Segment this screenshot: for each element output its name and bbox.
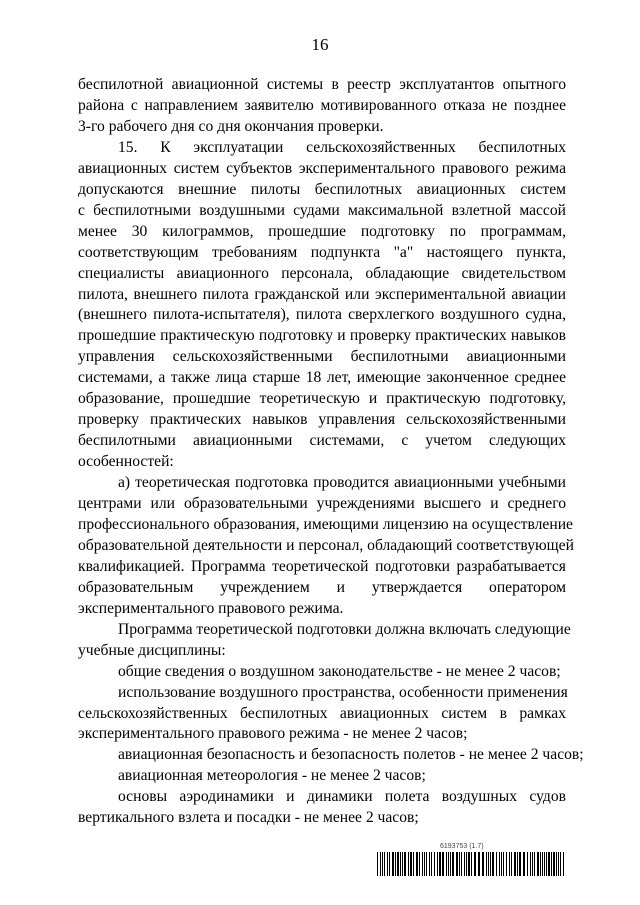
text-line: 15. К эксплуатации сельскохозяйственных беспилотных [118,138,566,156]
text-line: общие сведения о воздушном законодательстве - не менее 2 часов; [118,662,561,680]
barcode-bar [511,852,512,876]
barcode-bar [503,852,504,876]
text-line: квалификацией. Программа теоретической подготовки разрабатывается [78,557,566,575]
barcode-bar [482,852,484,876]
barcode-bar [434,852,435,876]
barcode-bar [377,852,378,876]
barcode-bar [509,852,510,876]
barcode-bar [408,852,409,876]
barcode-bar [474,852,476,876]
text-line: учебные дисциплины: [78,641,226,659]
barcode-bar [530,852,531,876]
text-line: сельскохозяйственных беспилотных авиационных систем в рамках [78,704,566,722]
barcode-bar [551,852,552,876]
barcode-bar [553,852,555,876]
barcode-bar [456,852,458,876]
barcode-bar [468,852,470,876]
barcode-bar [431,852,432,876]
barcode-bar [506,852,507,876]
barcode-bar [563,852,564,876]
text-line: экспериментального правового режима. [78,599,344,617]
barcode-bar [459,852,460,876]
barcode-bar [410,852,412,876]
text-line: образовательным учреждением и утверждается оператором [78,578,566,596]
text-line: допускаются внешние пилоты беспилотных авиационных систем [78,180,566,198]
text-line: профессионального образования, имеющими лицензию на осуществление [78,515,573,533]
barcode-bar [514,852,516,876]
page-number: 16 [311,35,329,54]
barcode-bar [499,852,500,876]
barcode-bar [413,852,414,876]
barcode-bar [416,852,418,876]
document-code: 6193753 (1.7) [440,843,484,850]
barcode-bar [429,852,430,876]
barcode-bar [395,852,396,876]
text-line: беспилотной авиационной системы в реестр эксплуатантов опытного [78,76,566,93]
barcode-bar [527,852,528,876]
barcode-bar [397,852,399,876]
barcode-bar [382,852,383,876]
text-line: авиационная безопасность и безопасность полетов - не менее 2 часов; [118,746,584,764]
barcode-bar [560,852,561,876]
text-line: специалисты авиационного персонала, обладающие свидетельством [78,264,566,282]
barcode-bar [404,852,406,876]
text-line: вертикального взлета и посадки - не менее 2 часов; [78,809,419,827]
barcode-bar [556,852,557,876]
text-line: основы аэродинамики и динамики полета воздушных судов [118,788,566,806]
barcode-bar [537,852,539,876]
barcode-bar [519,852,521,876]
text-line: беспилотными авиационными системами, с учетом следующих [78,432,566,450]
barcode-bar [448,852,449,876]
text-line: пилота, внешнего пилота гражданской или экспериментальной авиации [78,285,566,303]
text-line: авиационных систем субъектов экспериментального правового режима [78,159,566,177]
barcode-bar [542,852,543,876]
text-line: района с направлением заявителю мотивированного отказа не позднее [78,96,566,114]
barcode-bar [544,852,545,876]
text-line: использование воздушного пространства, особенности применения [118,683,568,701]
text-line: авиационная метеорология - не менее 2 часов; [118,767,426,785]
barcode-bar [534,852,535,876]
text-line: экспериментального правового режима - не менее 2 часов; [78,725,468,743]
barcode-bar [402,852,403,876]
barcode-bar [501,852,502,876]
barcode-bar [380,852,381,876]
barcode-bar [532,852,533,876]
text-line: системами, а также лица старше 18 лет, имеющие законченное среднее [78,369,566,387]
text-line: образование, прошедшие теоретическую и практическую подготовку, [78,390,566,408]
barcode-bar [471,852,472,876]
barcode-bar [490,852,491,876]
barcode-bar [446,852,447,876]
barcode-bar [464,852,465,876]
text-line: проверку практических навыков управления сельскохозяйственными [78,411,566,429]
text-line: менее 30 килограммов, прошедшие подготовку по программам, [78,222,566,240]
barcode-bar [400,852,401,876]
text-line: (внешнего пилота-испытателя), пилота сверхлегкого воздушного судна, [78,306,566,324]
text-line: центрами или образовательными учреждениями высшего и среднего [78,495,566,512]
barcode-bar [540,852,541,876]
text-line: с беспилотными воздушными судами максимальной взлетной массой [78,201,566,219]
barcode-bar [419,852,420,876]
barcode-bar [466,852,467,876]
barcode-bar [523,852,525,876]
barcode-bar [492,852,494,876]
barcode [377,852,567,876]
text-line: управления сельскохозяйственными беспилотными авиационными [78,348,566,366]
barcode-bar [478,852,480,876]
barcode-bar [496,852,497,876]
text-line: Программа теоретической подготовки должна включать следующие [118,620,571,638]
barcode-bar [424,852,425,876]
barcode-bar [426,852,427,876]
text-line: особенностей: [78,453,174,471]
barcode-bar [461,852,462,876]
barcode-bar [389,852,390,876]
barcode-bar [452,852,454,876]
barcode-bar [546,852,547,876]
text-line: образовательной деятельности и персонал, обладающий соответствующей [78,536,574,554]
barcode-bar [392,852,394,876]
barcode-bar [387,852,388,876]
barcode-bar [548,852,550,876]
barcode-bar [439,852,441,876]
barcode-bar [450,852,451,876]
barcode-bar [422,852,423,876]
text-line: прошедшие практическую подготовку и проверку практических навыков [78,327,566,345]
barcode-bar [488,852,489,876]
barcode-bar [384,852,385,876]
barcode-bar [486,852,487,876]
barcode-bar [517,852,518,876]
text-line: 3-го рабочего дня со дня окончания проверки. [78,117,384,135]
barcode-bar [558,852,559,876]
barcode-bar [442,852,444,876]
barcode-bar [437,852,438,876]
text-line: соответствующим требованиям подпункта "а" настоящего пункта, [78,243,566,261]
text-line: а) теоретическая подготовка проводится авиационными учебными [118,474,566,492]
